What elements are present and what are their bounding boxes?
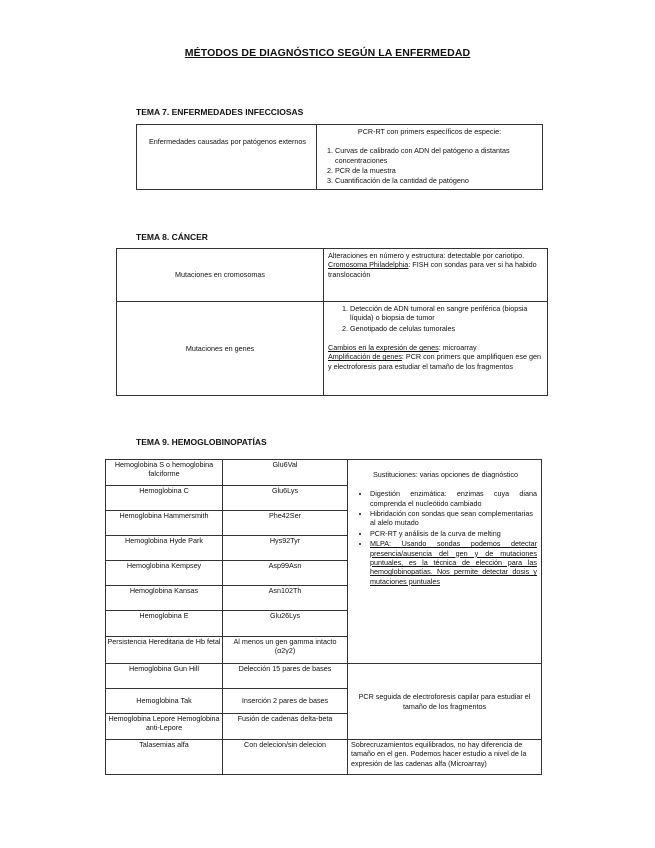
tema7-table: [136, 124, 543, 190]
expression-text: : microarray: [438, 343, 477, 353]
hb-mutation: Glu26Lys: [269, 611, 301, 620]
tema8-row1-left-text: Mutaciones en cromosomas: [175, 270, 265, 280]
hb-mutation-cell: [223, 511, 348, 536]
tema7-left-cell: [137, 125, 317, 190]
hb-name: Hemoglobina Tak: [136, 696, 192, 706]
hb-name-cell: [106, 586, 223, 611]
tema8-row2-right: [324, 302, 548, 396]
hb-mutation-cell: [223, 611, 348, 637]
amplification-label: Amplificación de genes: [328, 352, 402, 362]
alpha-thalassemia-cell: [348, 740, 542, 775]
hb-mutation: Glu6Val: [272, 460, 298, 469]
hb-name: Hemoglobina Lepore Hemoglobina anti-Lepore: [108, 714, 220, 733]
tema8-row1-left: [117, 249, 324, 302]
hb-mutation: Asn102Th: [268, 586, 302, 595]
hb-mutation-cell: [223, 561, 348, 586]
hb-name-cell: [106, 611, 223, 637]
hb-mutation: Asp99Asn: [268, 561, 302, 570]
hb-name-cell: [106, 561, 223, 586]
hb-mutation: Con delecion/sin delecion: [244, 740, 326, 749]
method-hybridization: • Hibridación con sondas que sean complementarias al alelo mutado: [370, 509, 537, 528]
tema7-right-cell: [317, 125, 543, 190]
hb-mutation-cell: [223, 689, 348, 714]
tema7-step: 3. Cuantificación de la cantidad de patógeno: [335, 176, 538, 185]
philadelphia-label: Cromosoma Philadelphia: [328, 260, 409, 270]
hb-mutation-cell: [223, 460, 348, 486]
hb-name: Hemoglobina C: [139, 486, 189, 495]
hb-name-cell: [106, 486, 223, 511]
tema9-heading: TEMA 9. HEMOGLOBINOPATÍAS: [136, 437, 267, 447]
hb-mutation: Hys92Tyr: [269, 536, 301, 545]
tema8-table: [116, 248, 548, 396]
alpha-thalassemia-text: Sobrecruzamientos equilibrados, no hay diferencia de tamaño en el gen. Podemos hacer estudio a nivel de la expresión de las cadenas alfa (Microarray): [351, 740, 527, 768]
tema7-step: 1. Curvas de calibrado con ADN del patógeno a distantas concentraciones: [335, 146, 538, 165]
hb-name-cell: [106, 689, 223, 714]
substitution-intro: Sustituciones: varias opciones de diagnóstico: [372, 470, 519, 479]
hb-mutation: Inserción 2 pares de bases: [241, 696, 329, 706]
tema8-step: 2. Genotipado de celulas tumorales: [350, 324, 543, 333]
method-digestion: [370, 489, 537, 508]
tema8-steps: [340, 304, 543, 333]
digestion-text: enzimas cuya diana comprenda el nucleótido cambiado: [370, 489, 537, 508]
hb-name-cell: [106, 740, 223, 775]
tema8-heading: TEMA 8. CÁNCER: [136, 232, 208, 242]
tema7-steps: [321, 146, 538, 185]
tema8-row2-left: [117, 302, 324, 396]
hb-name-cell: [106, 511, 223, 536]
hb-mutation-cell: [223, 536, 348, 561]
hb-name: Hemoglobina Gun Hill: [129, 664, 199, 673]
hb-mutation-cell: [223, 714, 348, 740]
capillary-electrophoresis-cell: [348, 664, 542, 740]
hb-mutation: Delección 15 pares de bases: [238, 664, 332, 673]
hb-name: Hemoglobina Hyde Park: [125, 536, 203, 545]
hb-name-cell: [106, 714, 223, 740]
expression-label: Cambios en la expresión de genes: [328, 343, 439, 353]
tema8-step: 1. Detección de ADN tumoral en sangre periférica (biopsia líquida) o biopsia de tumor: [350, 304, 543, 323]
tema7-heading: TEMA 7. ENFERMEDADES INFECCIOSAS: [136, 107, 304, 117]
method-mlpa: • MLPA: Usando sondas podemos detectar presencia/ausencia del gen y de mutaciones puntuales, es la técnica de elección para las hemoglobinopatías. Nos permite detectar dosis y mutaciones puntuales: [370, 539, 537, 586]
hb-mutation-cell: [223, 486, 348, 511]
tema7-left-text: Enfermedades causadas por patógenos externos: [148, 137, 307, 146]
hb-name-cell: [106, 460, 223, 486]
tema7-step: 2. PCR de la muestra: [335, 166, 538, 175]
hb-mutation: Fusión de cadenas delta-beta: [237, 714, 333, 723]
capillary-electrophoresis-text: PCR seguida de electroforesis capilar para estudiar el tamaño de los fragmentos: [358, 692, 531, 711]
substitution-methods-cell: [348, 460, 542, 664]
philadelphia-text: : FISH con sondas para ver si ha habido translocación: [328, 260, 537, 279]
amplification-text: : PCR con primers que amplifiquen ese gen y electroforesis para estudiar el tamaño de los fragmentos: [328, 352, 541, 371]
tema8-row1-intro: Alteraciones en número y estructura: detectable por cariotipo.: [328, 251, 525, 260]
hb-name: Hemoglobina E: [139, 611, 189, 620]
hb-name: Hemoglobina Hammersmith: [119, 511, 209, 520]
hb-name-cell: [106, 664, 223, 689]
method-pcr-rt: • PCR-RT y análisis de la curva de melting: [370, 529, 537, 538]
hb-name-cell: [106, 536, 223, 561]
hb-mutation-cell: [223, 664, 348, 689]
hb-name-cell: [106, 637, 223, 664]
hb-mutation-cell: [223, 586, 348, 611]
hb-mutation: Glu6Lys: [271, 486, 299, 495]
tema7-intro: PCR-RT con primers específicos de especie:: [357, 127, 502, 136]
tema8-expression: [328, 343, 543, 352]
hb-mutation: Al menos un gen gamma intacto (α2γ2): [233, 637, 337, 656]
hb-name: Hemoglobina Kansas: [129, 586, 199, 595]
digestion-label: Digestión enzimática:: [370, 489, 447, 499]
substitution-methods: [360, 489, 537, 586]
hb-mutation: Phe42Ser: [269, 511, 301, 520]
tema9-table: [105, 459, 542, 775]
hb-name: Talasemias alfa: [139, 740, 189, 749]
tema8-amplification: [328, 352, 543, 371]
tema8-row1-philadelphia: [328, 260, 543, 279]
tema8-row1-right: [324, 249, 548, 302]
hb-name: Persistencia Hereditaria de Hb fetal: [107, 637, 221, 646]
hb-mutation-cell: [223, 740, 348, 775]
tema8-row2-left-text: Mutaciones en genes: [185, 343, 255, 353]
hb-mutation-cell: [223, 637, 348, 664]
hb-name: Hemoglobina Kempsey: [126, 561, 202, 570]
document-title: MÉTODOS DE DIAGNÓSTICO SEGÚN LA ENFERMEDAD: [184, 47, 471, 59]
hb-name: Hemoglobina S o hemoglobina falciforme: [114, 460, 214, 479]
